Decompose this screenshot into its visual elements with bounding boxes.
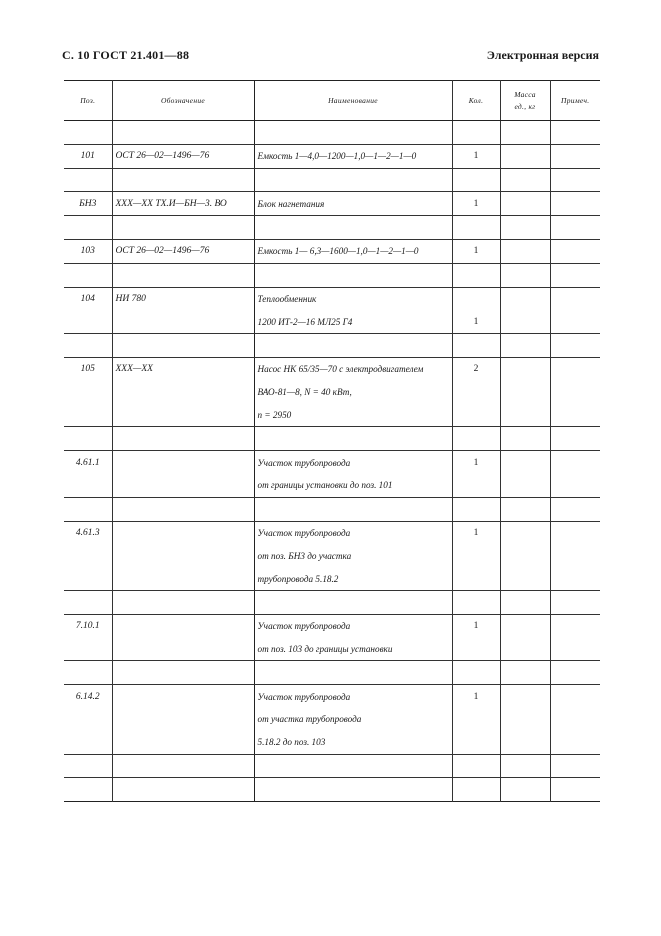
cell-note [550, 357, 600, 380]
cell-note [550, 404, 600, 427]
cell-qty [452, 544, 500, 567]
cell-pos [64, 310, 112, 333]
cell-pos [64, 754, 112, 778]
cell-qty [452, 638, 500, 661]
cell-note [550, 263, 600, 287]
table-row [64, 521, 600, 544]
cell-note [550, 451, 600, 474]
cell-qty [452, 381, 500, 404]
cell-note [550, 521, 600, 544]
cell-mass [500, 216, 550, 240]
table-row [64, 287, 600, 310]
cell-designation [112, 708, 254, 731]
cell-name [254, 121, 452, 145]
cell-pos: 104 [64, 287, 112, 310]
cell-qty [452, 287, 500, 310]
table-row [64, 685, 600, 708]
table-row [64, 754, 600, 778]
cell-qty [452, 567, 500, 590]
cell-mass [500, 661, 550, 685]
cell-designation [112, 263, 254, 287]
table-row [64, 121, 600, 145]
cell-mass [500, 590, 550, 614]
cell-qty [452, 754, 500, 778]
cell-name: Теплообменник [254, 287, 452, 310]
table-row [64, 497, 600, 521]
cell-qty: 1 [452, 614, 500, 637]
cell-note [550, 661, 600, 685]
table-row [64, 192, 600, 216]
cell-name: Блок нагнетания [254, 192, 452, 216]
cell-designation [112, 381, 254, 404]
cell-note [550, 168, 600, 192]
cell-pos [64, 567, 112, 590]
cell-pos [64, 544, 112, 567]
cell-qty: 2 [452, 357, 500, 380]
cell-name [254, 334, 452, 358]
cell-designation [112, 778, 254, 802]
column-header-mass-line2: ед., кг [514, 101, 536, 111]
cell-pos [64, 661, 112, 685]
cell-note [550, 708, 600, 731]
cell-mass [500, 708, 550, 731]
cell-note [550, 427, 600, 451]
cell-designation [112, 474, 254, 497]
cell-mass [500, 239, 550, 263]
cell-qty: 1 [452, 144, 500, 168]
cell-mass [500, 334, 550, 358]
cell-designation: XXX—XX ТХ.И—БН—3. ВО [112, 192, 254, 216]
cell-note [550, 590, 600, 614]
cell-name: Участок трубопровода [254, 451, 452, 474]
cell-qty [452, 497, 500, 521]
table-row [64, 474, 600, 497]
cell-note [550, 334, 600, 358]
table-row [64, 357, 600, 380]
cell-qty: 1 [452, 239, 500, 263]
cell-note [550, 310, 600, 333]
cell-note [550, 144, 600, 168]
cell-name: от границы установки до поз. 101 [254, 474, 452, 497]
cell-pos [64, 121, 112, 145]
cell-designation: ОСТ 26—02—1496—76 [112, 144, 254, 168]
table-row [64, 381, 600, 404]
cell-note [550, 192, 600, 216]
cell-name: от участка трубопровода [254, 708, 452, 731]
cell-name: 5.18.2 до поз. 103 [254, 731, 452, 754]
cell-name: Участок трубопровода [254, 521, 452, 544]
table-row [64, 334, 600, 358]
table-row [64, 168, 600, 192]
cell-mass [500, 521, 550, 544]
cell-qty: 1 [452, 685, 500, 708]
cell-qty [452, 168, 500, 192]
cell-name: Емкость 1— 6,3—1600—1,0—1—2—1—0 [254, 239, 452, 263]
cell-qty [452, 474, 500, 497]
table-row [64, 731, 600, 754]
table-row [64, 239, 600, 263]
cell-designation [112, 334, 254, 358]
cell-name [254, 263, 452, 287]
cell-pos [64, 168, 112, 192]
cell-name: трубопровода 5.18.2 [254, 567, 452, 590]
cell-name: Насос НК 65/35—70 с электродвигателем [254, 357, 452, 380]
cell-qty [452, 731, 500, 754]
cell-pos: 4.61.1 [64, 451, 112, 474]
cell-name: 1200 ИТ-2—16 МЛ25 Г4 [254, 310, 452, 333]
cell-qty [452, 708, 500, 731]
cell-mass [500, 263, 550, 287]
cell-name: от поз. 103 до границы установки [254, 638, 452, 661]
cell-designation [112, 638, 254, 661]
cell-mass [500, 544, 550, 567]
cell-name: Участок трубопровода [254, 614, 452, 637]
column-header-designation: Обозначение [112, 81, 254, 121]
cell-pos [64, 474, 112, 497]
cell-designation [112, 451, 254, 474]
cell-pos: БН3 [64, 192, 112, 216]
cell-designation [112, 310, 254, 333]
column-header-pos: Поз. [64, 81, 112, 121]
table-row [64, 590, 600, 614]
cell-qty [452, 590, 500, 614]
cell-name [254, 427, 452, 451]
cell-name: ВАО-81—8, N = 40 кВт, [254, 381, 452, 404]
cell-note [550, 685, 600, 708]
table-row [64, 216, 600, 240]
cell-mass [500, 567, 550, 590]
cell-pos: 101 [64, 144, 112, 168]
cell-note [550, 121, 600, 145]
cell-name [254, 590, 452, 614]
cell-mass [500, 497, 550, 521]
cell-mass [500, 192, 550, 216]
column-header-note: Примеч. [550, 81, 600, 121]
cell-pos [64, 590, 112, 614]
table-row [64, 638, 600, 661]
cell-mass [500, 310, 550, 333]
cell-qty [452, 121, 500, 145]
cell-name [254, 661, 452, 685]
cell-pos: 103 [64, 239, 112, 263]
column-header-mass-line1: Масса [514, 89, 536, 99]
cell-name: Емкость 1—4,0—1200—1,0—1—2—1—0 [254, 144, 452, 168]
cell-note [550, 239, 600, 263]
cell-qty [452, 661, 500, 685]
cell-pos [64, 731, 112, 754]
cell-designation [112, 427, 254, 451]
cell-name: n = 2950 [254, 404, 452, 427]
cell-name [254, 216, 452, 240]
cell-qty [452, 778, 500, 802]
cell-mass [500, 778, 550, 802]
cell-pos: 4.61.3 [64, 521, 112, 544]
cell-name [254, 754, 452, 778]
cell-note [550, 497, 600, 521]
cell-qty [452, 334, 500, 358]
table-row [64, 451, 600, 474]
cell-mass [500, 381, 550, 404]
cell-designation [112, 590, 254, 614]
cell-designation [112, 614, 254, 637]
cell-pos [64, 638, 112, 661]
table-row [64, 263, 600, 287]
cell-note [550, 614, 600, 637]
page-header-standard: С. 10 ГОСТ 21.401—88 [62, 48, 190, 62]
cell-pos: 7.10.1 [64, 614, 112, 637]
table-row [64, 544, 600, 567]
cell-pos [64, 708, 112, 731]
column-header-qty: Кол. [452, 81, 500, 121]
cell-mass [500, 685, 550, 708]
cell-mass [500, 451, 550, 474]
cell-mass [500, 404, 550, 427]
cell-designation [112, 685, 254, 708]
cell-designation: XXX—XX [112, 357, 254, 380]
table-row [64, 778, 600, 802]
cell-pos: 105 [64, 357, 112, 380]
cell-designation [112, 754, 254, 778]
cell-qty: 1 [452, 310, 500, 333]
cell-name: от поз. БН3 до участка [254, 544, 452, 567]
cell-mass [500, 474, 550, 497]
table-row [64, 614, 600, 637]
cell-name [254, 168, 452, 192]
cell-pos [64, 381, 112, 404]
cell-qty: 1 [452, 192, 500, 216]
cell-qty [452, 216, 500, 240]
table-row [64, 427, 600, 451]
cell-mass [500, 287, 550, 310]
cell-note [550, 731, 600, 754]
cell-note [550, 754, 600, 778]
table-row [64, 404, 600, 427]
cell-pos [64, 427, 112, 451]
cell-qty: 1 [452, 521, 500, 544]
table-row [64, 144, 600, 168]
page-header-version: Электронная версия [486, 48, 599, 62]
cell-mass [500, 614, 550, 637]
cell-pos [64, 778, 112, 802]
table-row [64, 567, 600, 590]
cell-note [550, 381, 600, 404]
cell-qty: 1 [452, 451, 500, 474]
cell-pos [64, 497, 112, 521]
cell-note [550, 778, 600, 802]
cell-note [550, 638, 600, 661]
cell-designation [112, 567, 254, 590]
cell-note [550, 216, 600, 240]
cell-designation [112, 521, 254, 544]
cell-mass [500, 144, 550, 168]
cell-mass [500, 427, 550, 451]
cell-pos [64, 216, 112, 240]
table-body [64, 121, 600, 802]
table-header-row [64, 81, 600, 121]
cell-designation [112, 661, 254, 685]
cell-pos [64, 404, 112, 427]
cell-note [550, 474, 600, 497]
cell-name [254, 778, 452, 802]
cell-designation [112, 731, 254, 754]
cell-mass [500, 638, 550, 661]
cell-mass [500, 168, 550, 192]
cell-mass [500, 357, 550, 380]
cell-designation: НИ 780 [112, 287, 254, 310]
table-row [64, 661, 600, 685]
cell-mass [500, 731, 550, 754]
cell-note [550, 544, 600, 567]
cell-designation [112, 216, 254, 240]
specification-table [64, 80, 600, 802]
cell-qty [452, 427, 500, 451]
column-header-name: Наименование [254, 81, 452, 121]
cell-designation [112, 497, 254, 521]
cell-pos [64, 263, 112, 287]
cell-name: Участок трубопровода [254, 685, 452, 708]
cell-mass [500, 754, 550, 778]
cell-qty [452, 263, 500, 287]
cell-qty [452, 404, 500, 427]
cell-pos [64, 334, 112, 358]
table-row [64, 708, 600, 731]
column-header-mass [500, 81, 550, 121]
cell-note [550, 567, 600, 590]
cell-pos: 6.14.2 [64, 685, 112, 708]
cell-name [254, 497, 452, 521]
cell-designation [112, 404, 254, 427]
cell-designation: ОСТ 26—02—1496—76 [112, 239, 254, 263]
cell-mass [500, 121, 550, 145]
cell-designation [112, 168, 254, 192]
cell-designation [112, 544, 254, 567]
table-row [64, 310, 600, 333]
cell-note [550, 287, 600, 310]
cell-designation [112, 121, 254, 145]
